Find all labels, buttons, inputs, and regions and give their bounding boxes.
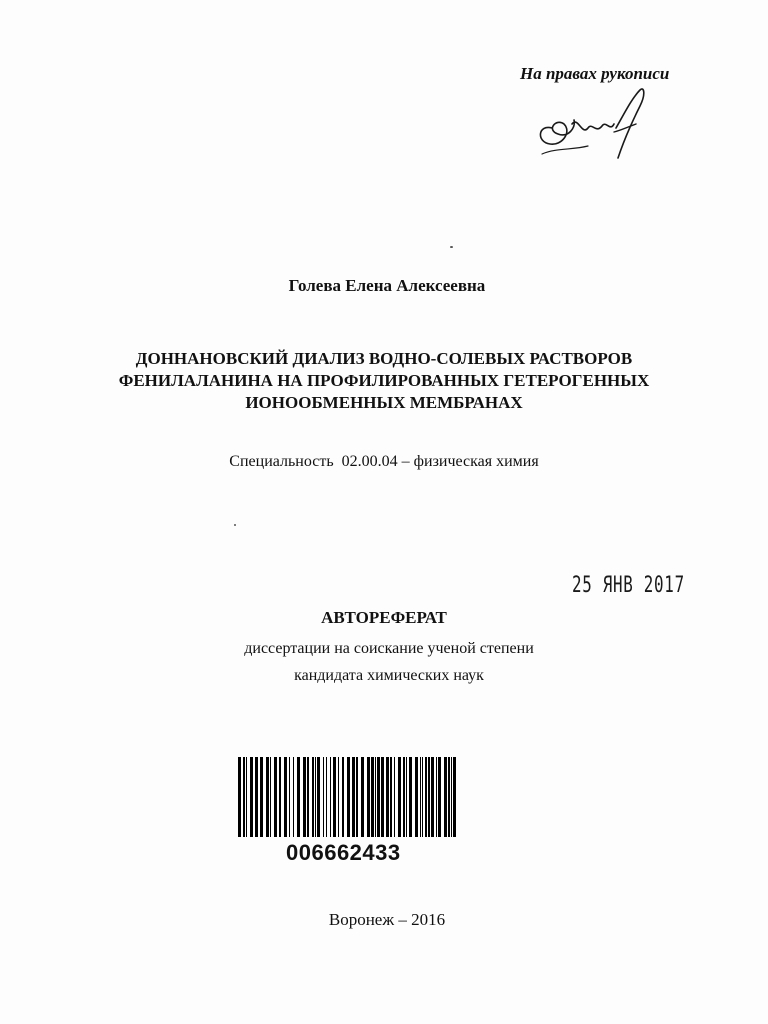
barcode-bar bbox=[386, 757, 389, 837]
barcode-bar bbox=[274, 757, 277, 837]
barcode-bar bbox=[270, 757, 271, 837]
barcode-bar bbox=[317, 757, 320, 837]
barcode-bar bbox=[367, 757, 370, 837]
barcode-bar bbox=[377, 757, 380, 837]
barcode-bar bbox=[415, 757, 418, 837]
barcode-bar bbox=[347, 757, 350, 837]
barcode-bar bbox=[451, 757, 452, 837]
barcode-bar bbox=[342, 757, 344, 837]
barcode-bar bbox=[279, 757, 281, 837]
barcode-bar bbox=[403, 757, 405, 837]
specialty-line: Специальность 02.00.04 – физическая химия bbox=[229, 453, 539, 470]
title-line: ФЕНИЛАЛАНИНА НА ПРОФИЛИРОВАННЫХ ГЕТЕРОГЕННЫХ bbox=[118, 371, 650, 390]
barcode-bar bbox=[356, 757, 358, 837]
barcode-bar bbox=[243, 757, 245, 837]
scan-speck bbox=[234, 524, 236, 526]
barcode-number: 006662433 bbox=[286, 840, 401, 865]
barcode-bar bbox=[284, 757, 287, 837]
scan-speck bbox=[450, 246, 453, 248]
barcode-bar bbox=[406, 757, 407, 837]
barcode-bar bbox=[260, 757, 263, 837]
barcode-bar bbox=[333, 757, 336, 837]
barcode-bar bbox=[390, 757, 392, 837]
barcode-bar bbox=[266, 757, 269, 837]
barcode-bar bbox=[381, 757, 384, 837]
barcode-bar bbox=[375, 757, 376, 837]
barcode bbox=[236, 757, 460, 837]
barcode-bar bbox=[398, 757, 401, 837]
barcode-bar bbox=[448, 757, 450, 837]
barcode-bar bbox=[431, 757, 434, 837]
barcode-bar bbox=[307, 757, 309, 837]
degree-name-line: кандидата химических наук bbox=[294, 667, 484, 684]
barcode-bar bbox=[438, 757, 441, 837]
barcode-bar bbox=[297, 757, 300, 837]
title-line: ИОНООБМЕННЫХ МЕМБРАНАХ bbox=[245, 393, 523, 412]
barcode-bar bbox=[238, 757, 241, 837]
document-type: АВТОРЕФЕРАТ bbox=[321, 608, 447, 627]
barcode-bar bbox=[303, 757, 306, 837]
date-stamp: 25 ЯНВ 2017 bbox=[572, 573, 685, 598]
degree-purpose-line: диссертации на соискание ученой степени bbox=[244, 640, 534, 657]
barcode-bar bbox=[293, 757, 294, 837]
barcode-bar bbox=[371, 757, 374, 837]
barcode-bar bbox=[420, 757, 421, 837]
barcode-bar bbox=[361, 757, 364, 837]
city-year: Воронеж – 2016 bbox=[328, 910, 446, 929]
barcode-bar bbox=[444, 757, 447, 837]
barcode-bar bbox=[425, 757, 427, 837]
barcode-bar bbox=[312, 757, 314, 837]
barcode-bar bbox=[394, 757, 395, 837]
barcode-bar bbox=[255, 757, 258, 837]
barcode-bar bbox=[289, 757, 290, 837]
rights-note: На правах рукописи bbox=[520, 64, 670, 83]
barcode-bar bbox=[315, 757, 316, 837]
barcode-bar bbox=[453, 757, 456, 837]
barcode-bar bbox=[330, 757, 331, 837]
barcode-bar bbox=[422, 757, 423, 837]
title-line: ДОННАНОВСКИЙ ДИАЛИЗ ВОДНО-СОЛЕВЫХ РАСТВОРОВ bbox=[135, 349, 633, 368]
barcode-bar bbox=[409, 757, 412, 837]
barcode-bar bbox=[352, 757, 355, 837]
barcode-bar bbox=[323, 757, 324, 837]
author-name: Голева Елена Алексеевна bbox=[288, 276, 486, 295]
barcode-bar bbox=[428, 757, 430, 837]
barcode-bar bbox=[436, 757, 437, 837]
handwritten-signature bbox=[532, 84, 652, 164]
barcode-bar bbox=[338, 757, 339, 837]
dissertation-title bbox=[80, 348, 688, 414]
barcode-bar bbox=[326, 757, 327, 837]
barcode-bar bbox=[250, 757, 253, 837]
barcode-bar bbox=[246, 757, 247, 837]
